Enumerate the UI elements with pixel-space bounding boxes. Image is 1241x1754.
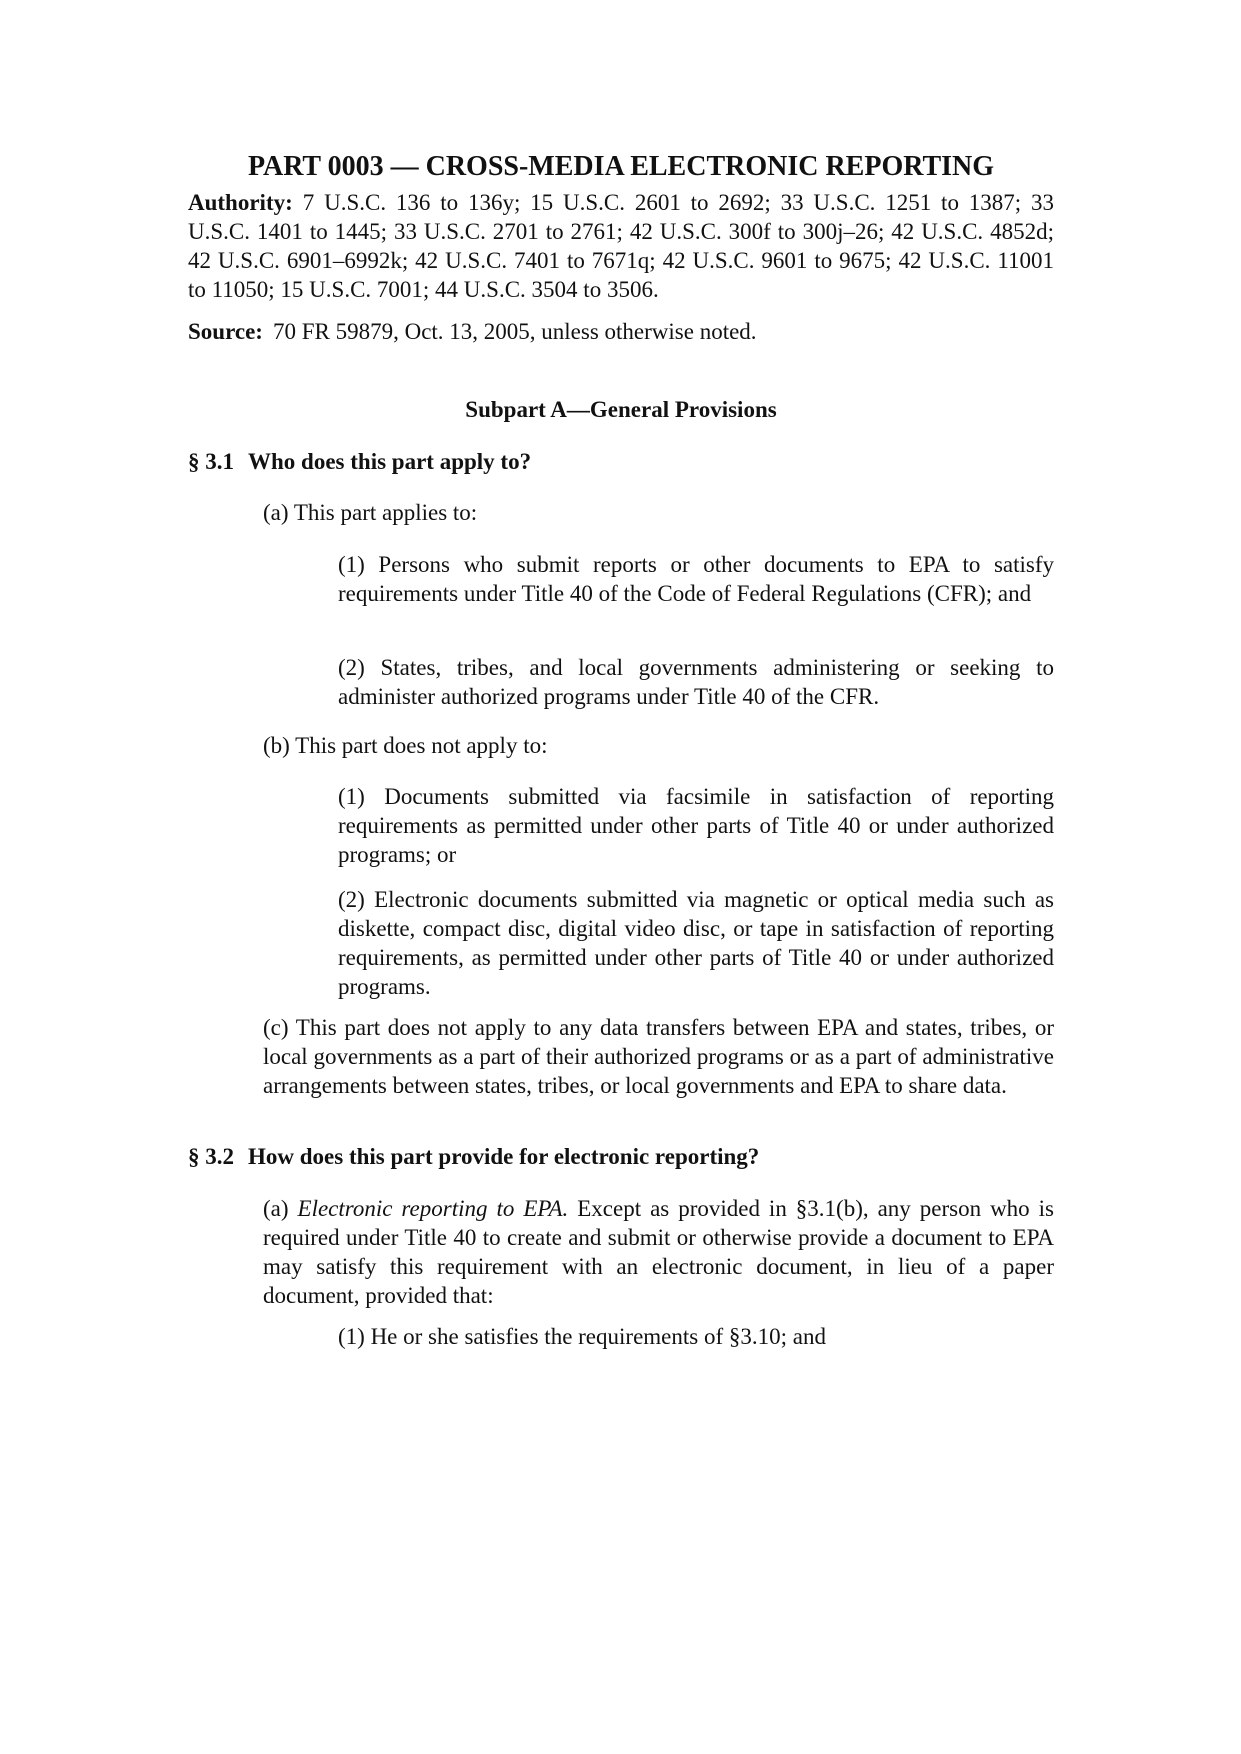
authority-label: Authority: [188,190,293,215]
section-3-1-c: (c) This part does not apply to any data transfers between EPA and states, tribes, or local governments as a part of their authorized programs or as a part of administrative arrangements between states, tribes, or local governments and EPA to share data. [263,1015,1054,1098]
section-3-2-a [263,1194,1054,1310]
section-3-2-a-italic: Electronic reporting to EPA. [297,1196,569,1221]
section-3-2-heading [188,1142,1054,1171]
subpart-heading: Subpart A—General Provisions [465,397,777,422]
authority-text: 7 U.S.C. 136 to 136y; 15 U.S.C. 2601 to 2692; 33 U.S.C. 1251 to 1387; 33 U.S.C. 1401 to 1445; 33 U.S.C. 2701 to 2761; 42 U.S.C. 300f to 300j–26; 42 U.S.C. 4852d; 42 U.S.C. 6901–6992k; 42 U.S.C. 7401 to 7671q; 42 U.S.C. 9601 to 9675; 42 U.S.C. 11001 to 11050; 15 U.S.C. 7001; 44 U.S.C. 3504 to 3506. [188,190,1054,302]
document-title: PART 0003 — CROSS-MEDIA ELECTRONIC REPORTING [247,151,995,182]
section-3-2-a-text: Except as provided in §3.1(b), any person who is required under Title 40 to create and submit or otherwise provide a document to EPA may satisfy this requirement with an electronic document, in lieu of a paper document, provided that: [263,1196,1055,1308]
source-text: 70 FR 59879, Oct. 13, 2005, unless otherwise noted. [272,319,757,344]
section-3-1-heading [188,447,1054,476]
section-3-1-a: (a) This part applies to: [263,500,478,525]
section-3-2-number: § 3.2 [188,1144,234,1169]
section-3-1-b: (b) This part does not apply to: [263,733,548,758]
section-3-2-a1: (1) He or she satisfies the requirements of §3.10; and [338,1324,826,1349]
section-3-1-title: Who does this part apply to? [248,449,532,474]
section-3-2-a-prefix: (a) [263,1196,289,1221]
section-3-1-b2: (2) Electronic documents submitted via magnetic or optical media such as diskette, compact disc, digital video disc, or tape in satisfaction of reporting requirements, as permitted under other parts of Title 40 or under authorized programs. [338,887,1054,999]
authority-paragraph [188,188,1054,304]
section-3-1-number: § 3.1 [188,449,234,474]
source-paragraph [188,317,1054,346]
section-3-2-title: How does this part provide for electronic reporting? [248,1144,760,1169]
section-3-1-b1: (1) Documents submitted via facsimile in satisfaction of reporting requirements as permitted under other parts of Title 40 or under authorized programs; or [338,784,1054,867]
source-label: Source: [188,319,263,344]
section-3-1-a1: (1) Persons who submit reports or other documents to EPA to satisfy requirements under Title 40 of the Code of Federal Regulations (CFR); and [338,552,1054,606]
section-3-1-a2: (2) States, tribes, and local governments administering or seeking to administer authorized programs under Title 40 of the CFR. [338,655,1054,709]
